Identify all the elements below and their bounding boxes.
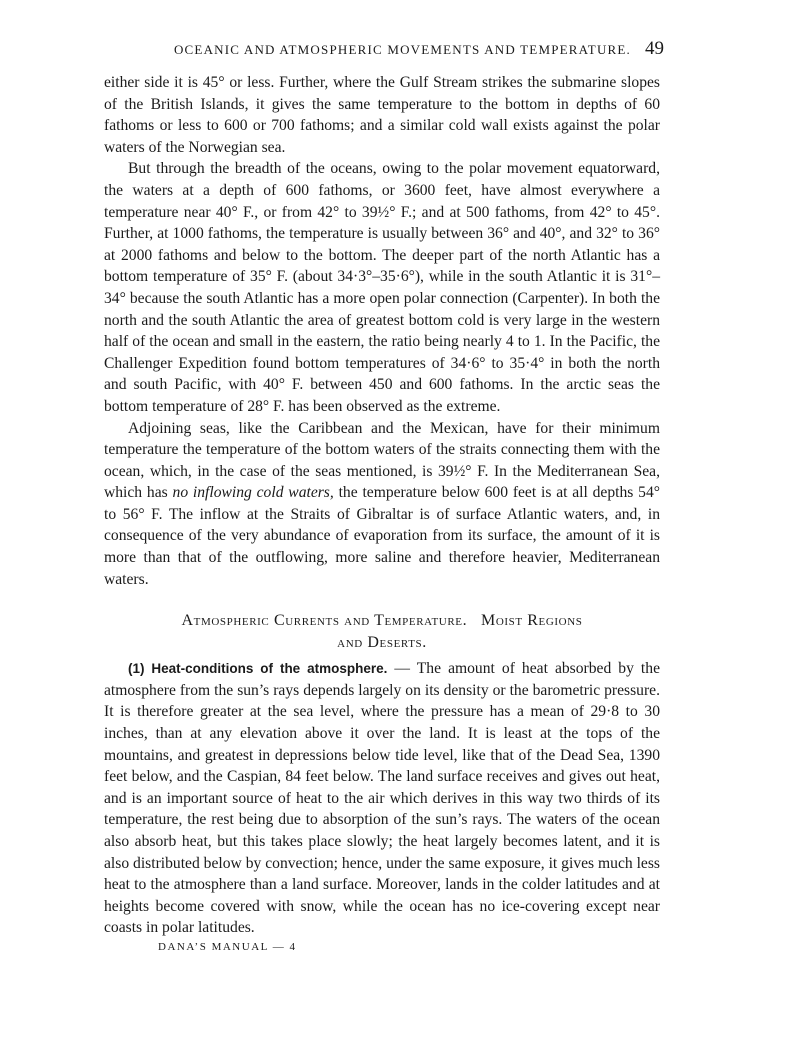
paragraph-heat-conditions: [104, 658, 660, 939]
subsection-lead: (1) Heat-conditions of the atmosphere.: [128, 661, 388, 677]
running-head-title: OCEANIC AND ATMOSPHERIC MOVEMENTS AND TEMPERATURE.: [173, 42, 631, 57]
section-heading: [104, 610, 660, 654]
section-heading-line-1: Atmospheric Currents and Temperature. Moist Regions: [181, 612, 583, 630]
paragraph-adjoining-seas: [104, 418, 660, 591]
subsection-body: — The amount of heat absorbed by the atmosphere from the sun’s rays depends largely on its density or the barometric pressure. It is therefore greater at the sea level, where the pressure has a mean of 29·8 to 30 inches, than at any elevation above it over the land. It is least at the tops of the mountains, and greatest in depressions below tide level, like that of the Dead Sea, 1390 feet below, and the Caspian, 84 feet below. The land surface receives and gives out heat, and is an important source of heat to the air which derives in this way two thirds of its temperature, the rest being due to absorption of the sun’s rays. The waters of the ocean also absorb heat, but this takes place slowly; the heat largely becomes latent, and it is also distributed below by convection; hence, under the same exposure, it gives much less heat to the atmosphere than a land surface. Moreover, lands in the colder latitudes and at heights become covered with snow, while the ocean has no ice-covering except near coasts in polar latitudes.: [104, 660, 660, 937]
book-page: [104, 38, 664, 953]
running-head: [104, 38, 664, 60]
page-number: 49: [645, 38, 664, 59]
paragraph-ocean-depth-temperatures: But through the breadth of the oceans, owing to the polar movement equatorward, the waters at a depth of 600 fathoms, or 3600 feet, have almost everywhere a temperature near 40° F., or from 42° to 39½° F.; and at 500 fathoms, from 42° to 45°. Further, at 1000 fathoms, the temperature is usually between 36° and 40°, and 32° to 36° at 2000 fathoms and below to the bottom. The deeper part of the north Atlantic has a bottom temperature of 35° F. (about 34·3°–35·6°), while in the south Atlantic it is 31°–34° because the south Atlantic has a more open polar connection (Carpenter). In both the north and the south Atlantic the area of greatest bottom cold is very large in the western half of the ocean and small in the eastern, the ratio being nearly 4 to 1. In the Pacific, the Challenger Expedition found bottom temperatures of 34·6° to 35·4° in both the north and south Pacific, with 40° F. between 450 and 600 fathoms. In the arctic seas the bottom temperature of 28° F. has been observed as the extreme.: [104, 160, 660, 415]
paragraph-continued: either side it is 45° or less. Further, where the Gulf Stream strikes the submarine slopes of the British Islands, it gives the same temperature to the bottom in depths of 60 fathoms or less to 600 or 700 fathoms; and a similar cold wall exists against the polar waters of the Norwegian sea.: [104, 74, 660, 156]
section-heading-line-2: and Deserts.: [337, 634, 427, 652]
emphasis-phrase: no inflowing cold waters,: [172, 484, 334, 502]
paragraph-text-before: Adjoining seas, like the Caribbean and the Mexican, have for their minimum temperature the temperature of the bottom waters of the straits connecting them with the ocean, which, in the case of the seas mentioned, is 39½° F. In the Mediterranean Sea, which has: [104, 419, 660, 502]
signature-mark: DANA’S MANUAL — 4: [158, 940, 297, 953]
paragraph-text-after: the temperature below 600 feet is at all depths 54° to 56° F. The inflow at the Straits of Gibraltar is of surface Atlantic waters, and, in consequence of the very abundance of evaporation from its surface, the amount of it is more than that of the outflowing, more saline and therefore heavier, Mediterranean waters.: [104, 484, 660, 588]
